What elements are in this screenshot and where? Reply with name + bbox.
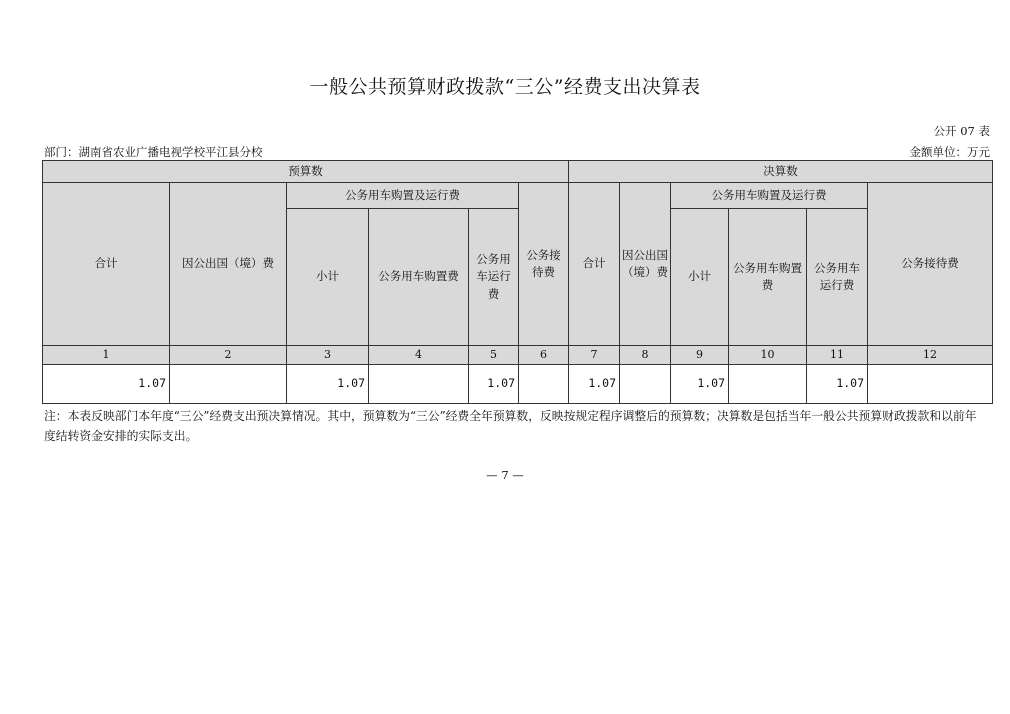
col-header-budget-purchase: 公务用车购置费 [369,209,469,346]
col-header-final-abroad: 因公出国（境）费 [620,183,671,346]
value-cell: 1.07 [671,365,729,404]
page-title: 一般公共预算财政拨款“三公”经费支出决算表 [309,76,701,98]
index-cell: 7 [569,346,620,365]
value-cell [369,365,469,404]
col-header-budget-operation: 公务用车运行费 [469,209,519,346]
subgroup-header-budget-vehicle: 公务用车购置及运行费 [287,183,519,209]
form-number: 公开 07 表 [933,124,990,138]
value-cell: 1.07 [43,365,170,404]
index-cell: 3 [287,346,369,365]
col-header-final-reception: 公务接待费 [868,183,993,346]
col-header-budget-total: 合计 [43,183,170,346]
value-cell [519,365,569,404]
index-cell: 10 [729,346,807,365]
value-cell: 1.07 [807,365,868,404]
index-cell: 6 [519,346,569,365]
value-cell [868,365,993,404]
col-header-final-purchase: 公务用车购置费 [729,209,807,346]
index-cell: 2 [170,346,287,365]
group-header-budget: 预算数 [43,161,569,183]
value-cell [170,365,287,404]
col-header-final-subtotal: 小计 [671,209,729,346]
value-cell [729,365,807,404]
value-cell: 1.07 [469,365,519,404]
unit-label: 金额单位：万元 [909,145,990,159]
index-cell: 9 [671,346,729,365]
value-cell: 1.07 [569,365,620,404]
index-cell: 11 [807,346,868,365]
index-cell: 5 [469,346,519,365]
col-header-final-total: 合计 [569,183,620,346]
col-header-budget-reception: 公务接待费 [519,183,569,346]
col-header-budget-subtotal: 小计 [287,209,369,346]
header-row-groups [43,161,993,183]
column-index-row [43,346,993,365]
table-note: 注：本表反映部门本年度“三公”经费支出预决算情况。其中，预算数为“三公”经费全年预算数，反映按规定程序调整后的预算数；决算数是包括当年一般公共预算财政拨款和以前年度结转资金安排的实际支出。 [44,409,977,443]
department-label: 部门：湖南省农业广播电视学校平江县分校 [44,145,263,159]
col-header-final-operation: 公务用车运行费 [807,209,868,346]
header-row-subgroups [43,183,993,209]
index-cell: 4 [369,346,469,365]
subgroup-header-final-vehicle: 公务用车购置及运行费 [671,183,868,209]
three-public-expense-table [42,160,993,404]
value-cell [620,365,671,404]
group-header-final: 决算数 [569,161,993,183]
page-number: — 7 — [486,468,524,482]
col-header-budget-abroad: 因公出国（境）费 [170,183,287,346]
index-cell: 1 [43,346,170,365]
index-cell: 8 [620,346,671,365]
index-cell: 12 [868,346,993,365]
table-row [43,365,993,404]
value-cell: 1.07 [287,365,369,404]
